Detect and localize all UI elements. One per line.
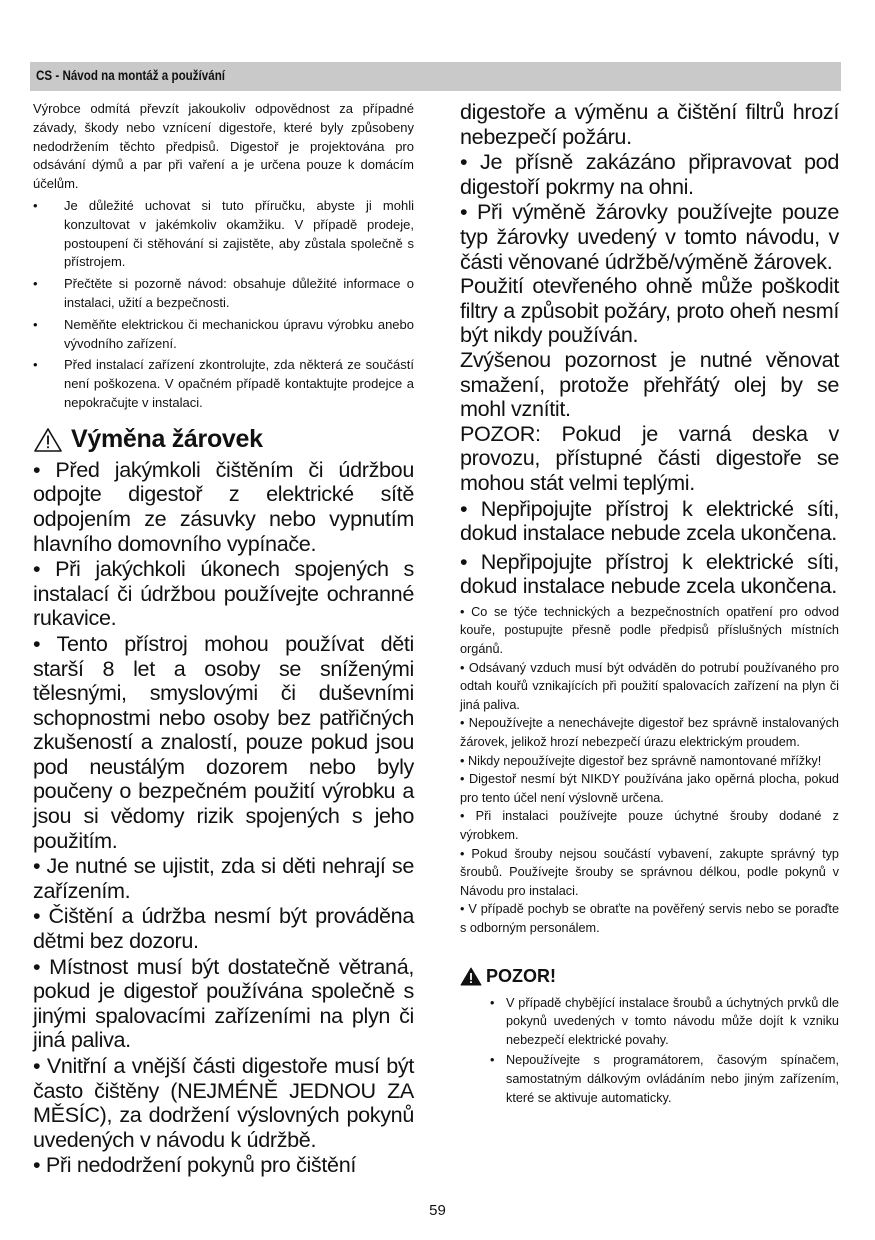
paragraph: Použití otevřeného ohně může poškodit filtry a způsobit požáry, proto oheň nesmí být nikdy používán. (460, 273, 839, 348)
bullet: • (33, 357, 38, 373)
header-bar (30, 62, 841, 91)
small-paragraph: • Digestoř nesmí být NIKDY používána jako opěrná plocha, pokud pro tento účel není výslovně určena. (460, 772, 839, 805)
paragraph: POZOR: Pokud je varná deska v provozu, přístupné části digestoře se mohou stát velmi teplými. (460, 420, 839, 495)
warning-list-item (490, 994, 839, 1050)
bullet: • (490, 1053, 495, 1068)
list-item (33, 356, 414, 412)
bullet: • (33, 197, 38, 213)
bullet: • (33, 316, 38, 332)
list-item-text: Je důležité uchovat si tuto příručku, abyste ji mohli konzultovat v jakémkoliv okamžiku. V případě prodeje, postoupení či stěhování si zajistěte, aby zůstala společně s přístrojem. (64, 197, 414, 270)
paragraph: Zvýšenou pozornost je nutné věnovat smažení, protože přehřátý olej by se mohl vznítit. (460, 346, 839, 422)
paragraph: • Tento přístroj mohou používat děti starší 8 let a osoby se sníženými tělesnými, smyslovými či duševními schopnostmi nebo osoby bez patřičných zkušeností a znalostí, pouze pokud jsou pod neustálým dozorem nebo byly poučeny o bezpečném použití výrobku a jsou si vědomy rizik spojených s jeho použitím. (33, 630, 414, 853)
warning-list-item-text: Nepoužívejte s programátorem, časovým spínačem, samostatným dálkovým ovládáním nebo jiným zařízením, které se aktivuje automaticky. (506, 1053, 839, 1105)
paragraph: • Nepřipojujte přístroj k elektrické síti, dokud instalace nebude zcela ukončena. (460, 548, 839, 599)
paragraph: • Vnitřní a vnější části digestoře musí být často čištěny (NEJMÉNĚ JEDNOU ZA MĚSÍC), za dodržení výslovných pokynů uvedených v návodu k údržbě. (33, 1053, 414, 1152)
list-item (33, 197, 414, 272)
section-heading (33, 423, 414, 457)
header-title: CS - Návod na montáž a používání (36, 68, 226, 83)
warning-heading (460, 964, 839, 990)
paragraph: • Při výměně žárovky používejte pouze typ žárovky uvedený v tomto návodu, v části věnované údržbě/výměně žárovek. (460, 199, 839, 274)
paragraph: • Při jakýchkoli úkonech spojených s instalací či údržbou používejte ochranné rukavice. (33, 556, 414, 631)
warning-triangle-icon (33, 427, 63, 453)
left-column (33, 100, 414, 1178)
list-item-text: Neměňte elektrickou či mechanickou úpravu výrobku anebo vývodního zařízení. (64, 316, 414, 351)
right-column (460, 100, 839, 1107)
small-paragraph: • Odsávaný vzduch musí být odváděn do potrubí používaného pro odtah kouřů vznikajících při použití spalovacích zařízení na plyn či jiná paliva. (460, 660, 839, 712)
small-paragraph: • V případě pochyb se obraťte na pověřený servis nebo se poraďte s odborným personálem. (460, 902, 839, 935)
small-paragraph: • Co se týče technických a bezpečnostních opatření pro odvod kouře, postupujte přesně podle předpisů příslušných místních orgánů. (460, 604, 839, 657)
list-item-text: Přečtěte si pozorně návod: obsahuje důležité informace o instalaci, užití a bezpečnosti. (64, 276, 414, 310)
small-paragraph: • Nepoužívejte a nenechávejte digestoř bez správně instalovaných žárovek, jelikož hrozí nebezpečí úrazu elektrickým proudem. (460, 716, 839, 750)
bullet: • (490, 995, 495, 1010)
small-paragraph: • Pokud šrouby nejsou součástí vybavení, zakupte správný typ šroubů. Používejte šrouby se správnou délkou, podle pokynů v Návodu pro instalaci. (460, 846, 839, 898)
intro-paragraph: Výrobce odmítá převzít jakoukoliv odpovědnost za případné závady, škody nebo vznícení digestoře, které byly způsobeny nedodržením těchto předpisů. Digestoř je projektována pro odsávání dýmů a par při vaření a je určena pouze k domácím účelům. (33, 101, 414, 192)
warning-list-item (490, 1051, 839, 1107)
warning-list-item-text: V případě chybějící instalace šroubů a úchytných prvků dle pokynů uvedených v tomto návodu může dojít k vzniku nebezpečí elektrické povahy. (506, 995, 839, 1047)
small-paragraph: • Nikdy nepoužívejte digestoř bez správně namontované mřížky! (460, 753, 822, 768)
list-item (33, 275, 414, 313)
paragraph: • Místnost musí být dostatečně větraná, pokud je digestoř používána společně s jinými spalovacími zařízeními na plyn či jiná paliva. (33, 953, 414, 1053)
paragraph: • Je nutné se ujistit, zda si děti nehrají se zařízením. (33, 853, 414, 903)
paragraph: • Čištění a údržba nesmí být prováděna dětmi bez dozoru. (33, 903, 414, 954)
warning-title: POZOR! (486, 966, 556, 987)
list-item-text: Před instalací zařízení zkontrolujte, zda některá ze součástí není poškozena. V opačném případě kontaktujte prodejce a nepokračujte v instalaci. (64, 357, 414, 410)
list-item (33, 316, 414, 354)
warning-filled-icon (460, 967, 482, 986)
page-number: 59 (429, 1202, 446, 1219)
paragraph: • Před jakýmkoli čištěním či údržbou odpojte digestoř z elektrické sítě odpojením ze zásuvky nebo vypnutím hlavního domovního vypínače. (33, 456, 414, 556)
paragraph: • Při nedodržení pokynů pro čištění (33, 1152, 357, 1178)
paragraph: • Nepřipojujte přístroj k elektrické síti, dokud instalace nebude zcela ukončena. (460, 495, 839, 546)
paragraph: • Je přísně zakázáno připravovat pod digestoří pokrmy na ohni. (460, 149, 839, 199)
section-title: Výměna žárovek (71, 425, 263, 454)
small-paragraph: • Při instalaci používejte pouze úchytné šrouby dodané z výrobkem. (460, 809, 839, 842)
paragraph: digestoře a výměnu a čištění filtrů hrozí nebezpečí požáru. (460, 99, 839, 149)
bullet: • (33, 276, 38, 292)
